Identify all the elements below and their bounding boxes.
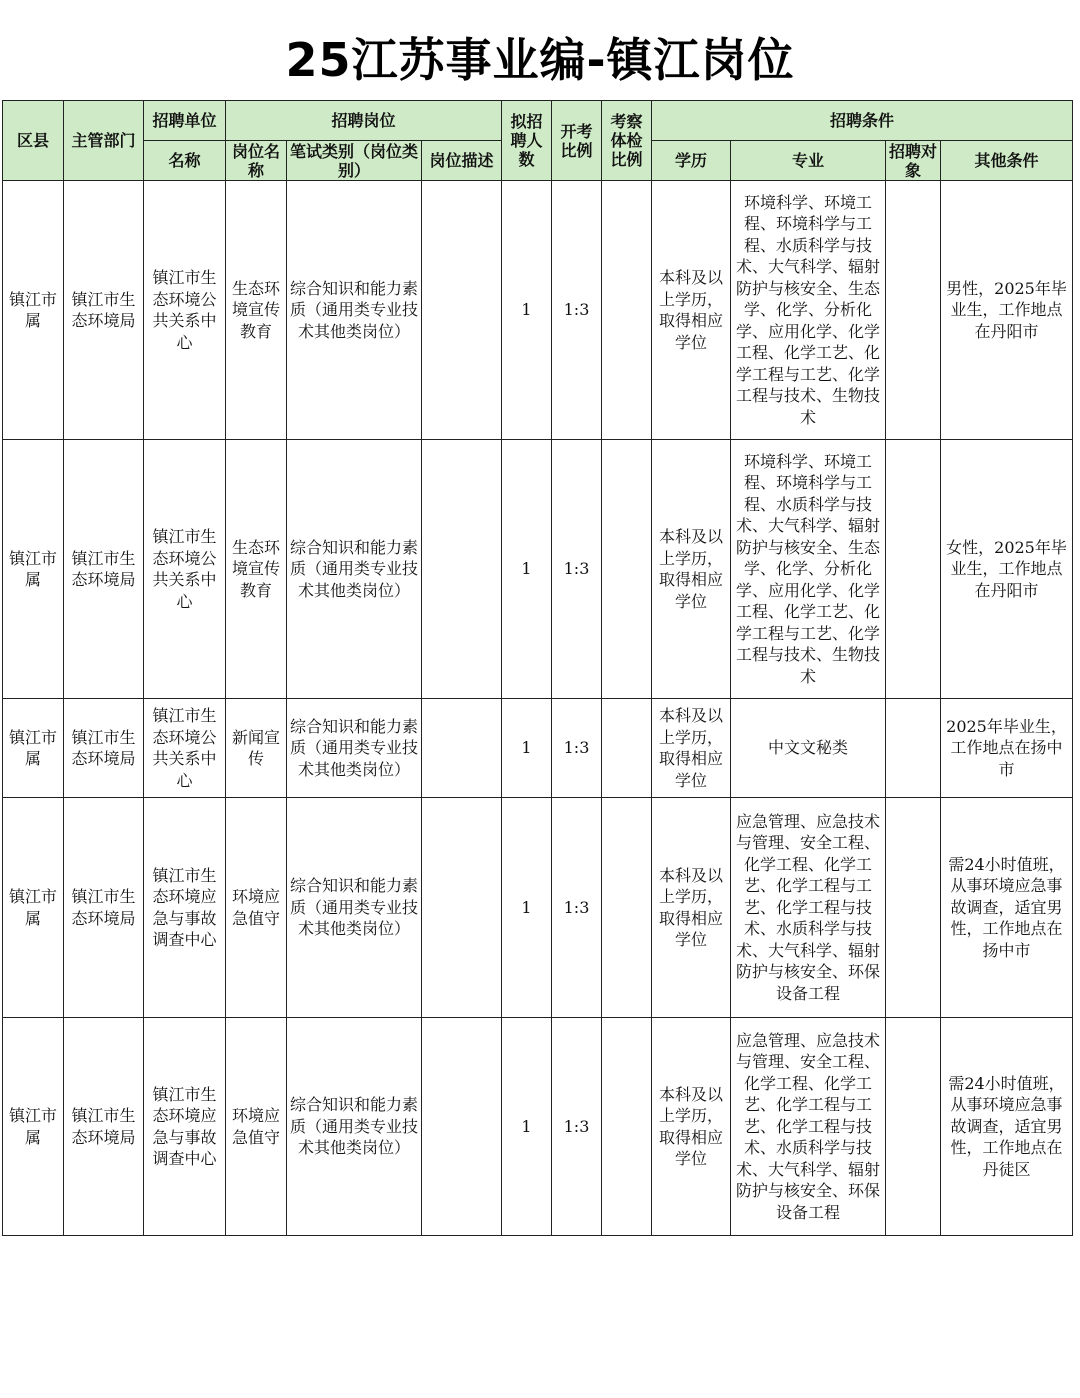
cell-other: 需24小时值班，从事环境应急事故调查，适宜男性，工作地点在丹徒区 (941, 1018, 1073, 1236)
cell-check (602, 699, 652, 798)
cell-ratio: 1:3 (552, 798, 602, 1018)
cell-major: 应急管理、应急技术与管理、安全工程、化学工程、化学工艺、化学工程与工艺、化学工程与技术、水质科学与技术、大气科学、辐射防护与核安全、环保设备工程 (731, 798, 886, 1018)
cell-major: 中文文秘类 (731, 699, 886, 798)
cell-exam: 综合知识和能力素质（通用类专业技术其他类岗位） (287, 440, 422, 699)
cell-ratio: 1:3 (552, 699, 602, 798)
header-check-ratio: 考察体检比例 (602, 101, 652, 181)
cell-count: 1 (502, 699, 552, 798)
cell-post: 环境应急值守 (226, 1018, 287, 1236)
cell-other: 2025年毕业生，工作地点在扬中市 (941, 699, 1073, 798)
cell-exam: 综合知识和能力素质（通用类专业技术其他类岗位） (287, 181, 422, 440)
table-row (3, 440, 1073, 699)
cell-count: 1 (502, 181, 552, 440)
cell-post: 环境应急值守 (226, 798, 287, 1018)
header-major: 专业 (731, 141, 886, 181)
cell-target (886, 798, 941, 1018)
cell-ratio: 1:3 (552, 181, 602, 440)
header-unit-name: 名称 (144, 141, 226, 181)
cell-unit: 镇江市生态环境公共关系中心 (144, 181, 226, 440)
cell-unit: 镇江市生态环境应急与事故调查中心 (144, 798, 226, 1018)
cell-department: 镇江市生态环境局 (64, 440, 144, 699)
cell-education: 本科及以上学历，取得相应学位 (652, 699, 731, 798)
header-exam-ratio: 开考比例 (552, 101, 602, 181)
header-education: 学历 (652, 141, 731, 181)
recruitment-table (2, 100, 1073, 1236)
cell-major: 环境科学、环境工程、环境科学与工程、水质科学与技术、大气科学、辐射防护与核安全、生态学、化学、分析化学、应用化学、化学工程、化学工艺、化学工程与工艺、化学工程与技术、生物技术 (731, 181, 886, 440)
cell-district: 镇江市属 (3, 181, 64, 440)
cell-ratio: 1:3 (552, 1018, 602, 1236)
cell-post: 生态环境宣传教育 (226, 440, 287, 699)
cell-exam: 综合知识和能力素质（通用类专业技术其他类岗位） (287, 1018, 422, 1236)
cell-exam: 综合知识和能力素质（通用类专业技术其他类岗位） (287, 699, 422, 798)
header-post-desc: 岗位描述 (422, 141, 502, 181)
cell-count: 1 (502, 440, 552, 699)
header-count: 拟招聘人数 (502, 101, 552, 181)
cell-district: 镇江市属 (3, 1018, 64, 1236)
cell-target (886, 181, 941, 440)
cell-education: 本科及以上学历，取得相应学位 (652, 181, 731, 440)
header-target: 招聘对象 (886, 141, 941, 181)
header-row-1 (3, 101, 1073, 141)
cell-target (886, 1018, 941, 1236)
header-exam-type: 笔试类别（岗位类别） (287, 141, 422, 181)
cell-major: 应急管理、应急技术与管理、安全工程、化学工程、化学工艺、化学工程与工艺、化学工程与技术、水质科学与技术、大气科学、辐射防护与核安全、环保设备工程 (731, 1018, 886, 1236)
cell-district: 镇江市属 (3, 440, 64, 699)
table-row (3, 798, 1073, 1018)
header-district: 区县 (3, 101, 64, 181)
table-row (3, 1018, 1073, 1236)
cell-unit: 镇江市生态环境应急与事故调查中心 (144, 1018, 226, 1236)
cell-department: 镇江市生态环境局 (64, 181, 144, 440)
cell-district: 镇江市属 (3, 699, 64, 798)
header-post-group: 招聘岗位 (226, 101, 502, 141)
cell-unit: 镇江市生态环境公共关系中心 (144, 440, 226, 699)
cell-count: 1 (502, 798, 552, 1018)
cell-check (602, 1018, 652, 1236)
cell-major: 环境科学、环境工程、环境科学与工程、水质科学与技术、大气科学、辐射防护与核安全、生态学、化学、分析化学、应用化学、化学工程、化学工艺、化学工程与工艺、化学工程与技术、生物技术 (731, 440, 886, 699)
cell-count: 1 (502, 1018, 552, 1236)
cell-education: 本科及以上学历，取得相应学位 (652, 1018, 731, 1236)
cell-target (886, 440, 941, 699)
cell-other: 女性，2025年毕业生，工作地点在丹阳市 (941, 440, 1073, 699)
header-department: 主管部门 (64, 101, 144, 181)
cell-other: 需24小时值班，从事环境应急事故调查，适宜男性，工作地点在扬中市 (941, 798, 1073, 1018)
cell-district: 镇江市属 (3, 798, 64, 1018)
header-post-name: 岗位名称 (226, 141, 287, 181)
cell-education: 本科及以上学历，取得相应学位 (652, 798, 731, 1018)
header-unit-group: 招聘单位 (144, 101, 226, 141)
cell-exam: 综合知识和能力素质（通用类专业技术其他类岗位） (287, 798, 422, 1018)
header-conditions-group: 招聘条件 (652, 101, 1073, 141)
cell-desc (422, 440, 502, 699)
cell-department: 镇江市生态环境局 (64, 699, 144, 798)
cell-department: 镇江市生态环境局 (64, 798, 144, 1018)
cell-desc (422, 798, 502, 1018)
cell-target (886, 699, 941, 798)
header-other: 其他条件 (941, 141, 1073, 181)
cell-department: 镇江市生态环境局 (64, 1018, 144, 1236)
table-row (3, 181, 1073, 440)
table-row (3, 699, 1073, 798)
cell-check (602, 440, 652, 699)
cell-desc (422, 1018, 502, 1236)
cell-education: 本科及以上学历，取得相应学位 (652, 440, 731, 699)
cell-post: 新闻宣传 (226, 699, 287, 798)
cell-post: 生态环境宣传教育 (226, 181, 287, 440)
cell-other: 男性，2025年毕业生，工作地点在丹阳市 (941, 181, 1073, 440)
cell-unit: 镇江市生态环境公共关系中心 (144, 699, 226, 798)
cell-ratio: 1:3 (552, 440, 602, 699)
page-title: 25江苏事业编-镇江岗位 (285, 33, 795, 87)
cell-check (602, 798, 652, 1018)
cell-desc (422, 181, 502, 440)
cell-desc (422, 699, 502, 798)
cell-check (602, 181, 652, 440)
